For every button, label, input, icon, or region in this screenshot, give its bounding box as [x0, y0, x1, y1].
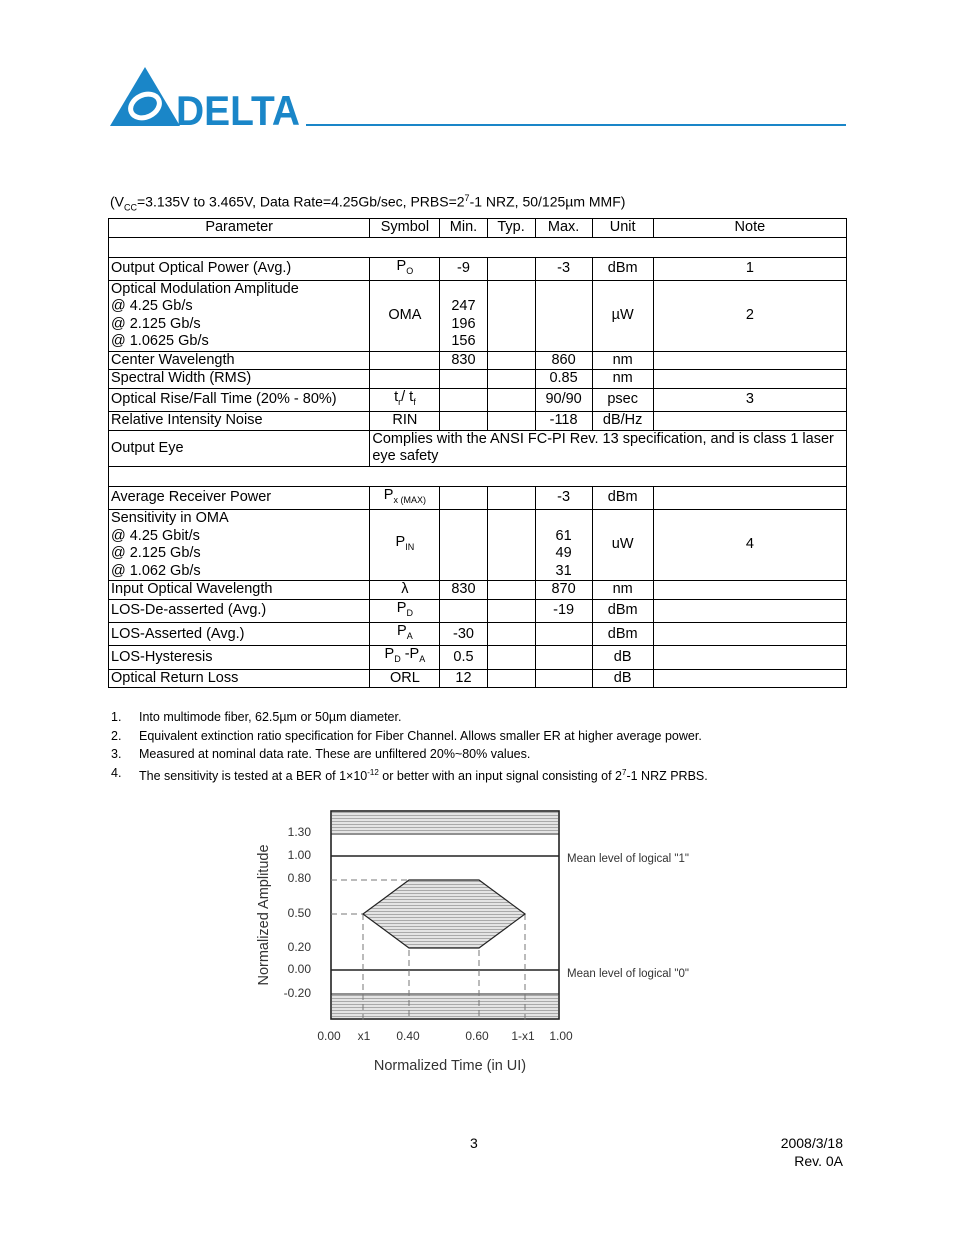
table-row: Optical Return Loss ORL 12 dB: [109, 669, 847, 688]
document-date: 2008/3/18: [780, 1135, 843, 1151]
y-tick-label: 1.30: [287, 825, 311, 839]
header-rule: [306, 124, 846, 126]
eye-mask-diagram: [250, 805, 720, 1080]
table-row: Relative Intensity Noise RIN -118 dB/Hz: [109, 412, 847, 431]
x-tick-label: 1.00: [549, 1029, 573, 1043]
header-min: Min.: [440, 219, 487, 238]
header-max: Max.: [535, 219, 592, 238]
y-tick-label: 0.20: [287, 940, 311, 954]
x-tick-label: 0.60: [465, 1029, 489, 1043]
delta-logo: [108, 66, 308, 128]
x-tick-label: 0.00: [317, 1029, 341, 1043]
header-parameter: Parameter: [109, 219, 370, 238]
x-tick-label: 1-x1: [511, 1029, 535, 1043]
table-row: Spectral Width (RMS) 0.85 nm: [109, 370, 847, 389]
logical-zero-annotation: Mean level of logical "0": [567, 968, 689, 980]
y-tick-label: 0.50: [287, 906, 311, 920]
y-axis-title: Normalized Amplitude: [256, 844, 272, 986]
table-header-row: [109, 219, 847, 238]
table-row: Optical Modulation Amplitude @ 4.25 Gb/s @ 2.125 Gb/s @ 1.0625 Gb/s OMA 247 196 156 µW 2: [109, 280, 847, 351]
y-tick-label: -0.20: [283, 986, 311, 1000]
header-note: Note: [653, 219, 846, 238]
logical-one-annotation: Mean level of logical "1": [567, 853, 689, 865]
table-row: LOS-Asserted (Avg.) $P_A$ -30 dBm: [109, 623, 847, 646]
table-row: Input Optical Wavelength λ 830 870 nm: [109, 581, 847, 600]
table-row: Average Receiver Power $P_{x (MAX)}$ -3 dBm: [109, 486, 847, 509]
x-axis-title: Normalized Time (in UI): [373, 1058, 527, 1074]
table-row: Output Optical Power (Avg.) $P_O$ -9 -3 dBm 1: [109, 257, 847, 280]
header-typ: Typ.: [487, 219, 535, 238]
logo-wordmark: DELTA: [176, 87, 300, 128]
table-row: LOS-Hysteresis $P_D$ $-P_A$ 0.5 dB: [109, 646, 847, 669]
lower-mask-band: [332, 995, 558, 1018]
y-tick-label: 0.80: [287, 871, 311, 885]
page-number: 3: [470, 1135, 478, 1151]
x-tick-label: x1: [357, 1029, 371, 1043]
table-row: LOS-De-asserted (Avg.) $P_D$ -19 dBm: [109, 599, 847, 622]
table-row: Sensitivity in OMA @ 4.25 Gbit/s @ 2.125 Gb/s @ 1.062 Gb/s $P_{IN}$ 61 49 31 uW 4: [109, 510, 847, 581]
test-conditions: ($V_{CC}=3.135V$ to 3.465V, Data Rate=4.25Gb/sec, $PRBS=2^7-1$ NRZ, 50/125µm MMF): [110, 193, 626, 213]
upper-mask-band: [332, 812, 558, 833]
y-tick-label: 0.00: [287, 962, 311, 976]
table-row: Center Wavelength 830 860 nm: [109, 351, 847, 370]
document-revision: Rev. 0A: [794, 1153, 843, 1169]
table-row-output-eye: Output Eye Complies with the ANSI FC-PI Rev. 13 specification, and is class 1 laser eye safety: [109, 430, 847, 466]
header-unit: Unit: [592, 219, 653, 238]
y-tick-label: 1.00: [287, 848, 311, 862]
transmitter-section-row: [109, 237, 847, 257]
spec-table: [108, 218, 847, 688]
x-tick-label: 0.40: [396, 1029, 420, 1043]
header-symbol: Symbol: [370, 219, 440, 238]
receiver-section-row: [109, 466, 847, 486]
table-row: Optical Rise/Fall Time (20% - 80%) $t_r/$ $t_f$ 90/90 psec 3: [109, 388, 847, 411]
